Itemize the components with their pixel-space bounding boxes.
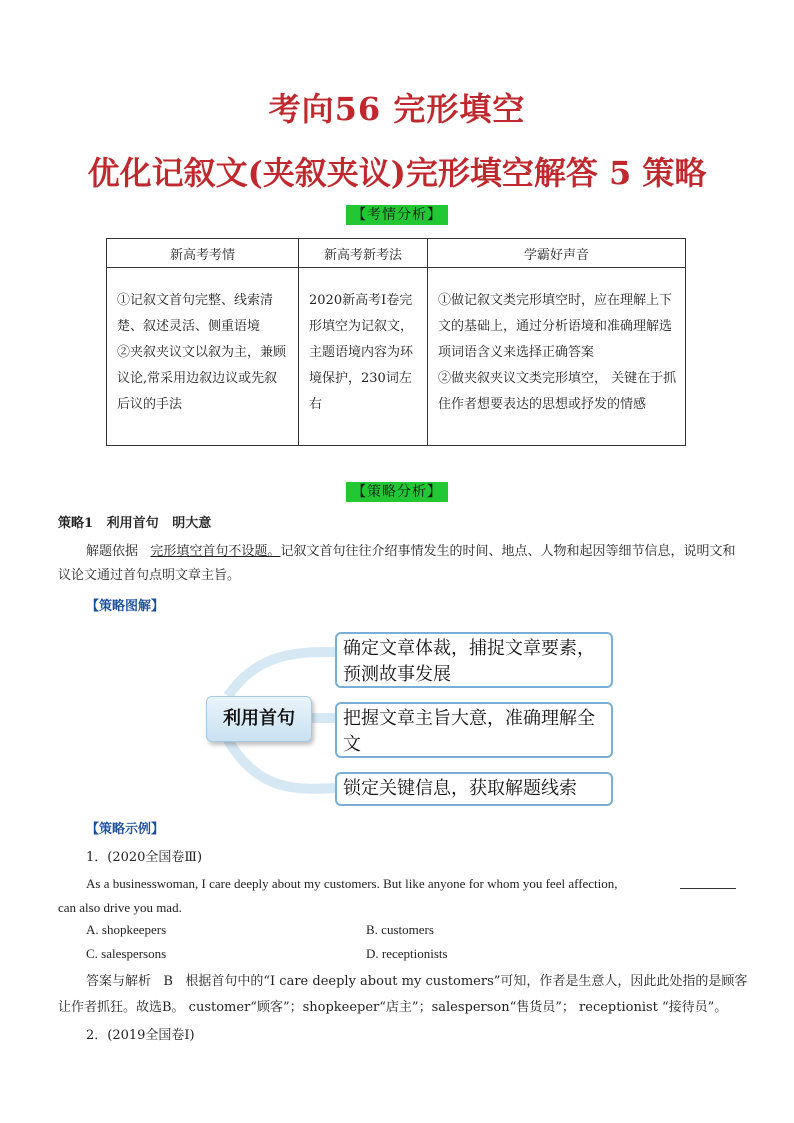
basis-underlined: 完形填空首句不设题。 — [150, 544, 281, 559]
diagram-branch: 把握文章主旨大意，准确理解全文 — [335, 702, 613, 758]
diagram-branch: 确定文章体裁，捕捉文章要素，预测故事发展 — [335, 632, 613, 688]
q1-answer — [86, 970, 746, 994]
strategy-basis — [58, 540, 742, 588]
strategy-diagram — [198, 622, 622, 812]
cell-line: ②做夹叙夹议文类完形填空， 关键在于抓住作者想要表达的思想或抒发的情感 — [438, 371, 677, 412]
analysis-badge-wrap — [0, 204, 794, 224]
diagram-label: 【策略图解】 — [86, 599, 165, 614]
page-title: 考向56 完形填空 — [268, 90, 526, 128]
analysis-table — [106, 238, 686, 446]
table-header: 学霸好声音 — [428, 239, 686, 268]
strategy-badge: 【策略分析】 — [346, 482, 448, 502]
basis-label: 解题依据 — [86, 544, 139, 559]
cell-line: ①记叙文首句完整、线索清楚、叙述灵活、侧重语境 — [117, 293, 274, 334]
q1-stem-a: As a businesswoman, I care deeply about my customers. But like anyone for whom you feel affection, — [86, 876, 618, 891]
analysis-badge: 【考情分析】 — [346, 205, 448, 225]
cell-line: 2020新高考Ⅰ卷完形填空为记叙文，主题语境内容为环境保护，230词左右 — [309, 293, 414, 412]
q1-source: 1．(2020全国卷Ⅲ) — [86, 850, 203, 865]
table-cell — [299, 268, 428, 446]
strategy-badge-wrap — [0, 481, 794, 501]
table-cell — [107, 268, 299, 446]
answer-letter: B — [163, 974, 173, 989]
diagram-branch: 锁定关键信息，获取解题线索 — [335, 772, 613, 806]
answer-label: 答案与解析 — [86, 974, 152, 989]
example-label: 【策略示例】 — [86, 822, 165, 837]
table-header: 新高考新考法 — [299, 239, 428, 268]
option-b: B. customers — [366, 922, 434, 937]
page-subtitle: 优化记叙文(夹叙夹议)完形填空解答 5 策略 — [87, 154, 707, 192]
q2-source: 2．(2019全国卷Ⅰ) — [86, 1028, 195, 1043]
answer-explain-b: 让作者抓狂。故选B。 customer“顾客”；shopkeeper“店主”；salesperson“售货员”； receptionist “接待员”。 — [58, 1000, 728, 1015]
option-d: D. receptionists — [366, 946, 448, 961]
q1-stem-b: can also drive you mad. — [58, 900, 182, 915]
q1-blank — [680, 888, 736, 889]
strategy-heading: 策略1 利用首句 明大意 — [58, 516, 212, 531]
table-cell — [428, 268, 686, 446]
answer-explain-a: 根据首句中的“I care deeply about my customers”可知，作者是生意人，因此此处指的是顾客 — [185, 974, 748, 989]
basis-text: 记叙文首句往往介绍事情发生的时间、地点、人物和起因等细节信息，说明文和议论文通过首句点明文章主旨。 — [58, 544, 736, 583]
cell-line: ①做记叙文类完形填空时，应在理解上下文的基础上，通过分析语境和准确理解选项词语含义来选择正确答案 — [438, 293, 673, 360]
cell-line: ②夹叙夹议文以叙为主，兼顾议论,常采用边叙边议或先叙后议的手法 — [117, 345, 287, 412]
table-header: 新高考考情 — [107, 239, 299, 268]
option-c: C. salespersons — [86, 946, 167, 961]
diagram-center: 利用首句 — [206, 696, 312, 742]
option-a: A. shopkeepers — [86, 922, 167, 937]
